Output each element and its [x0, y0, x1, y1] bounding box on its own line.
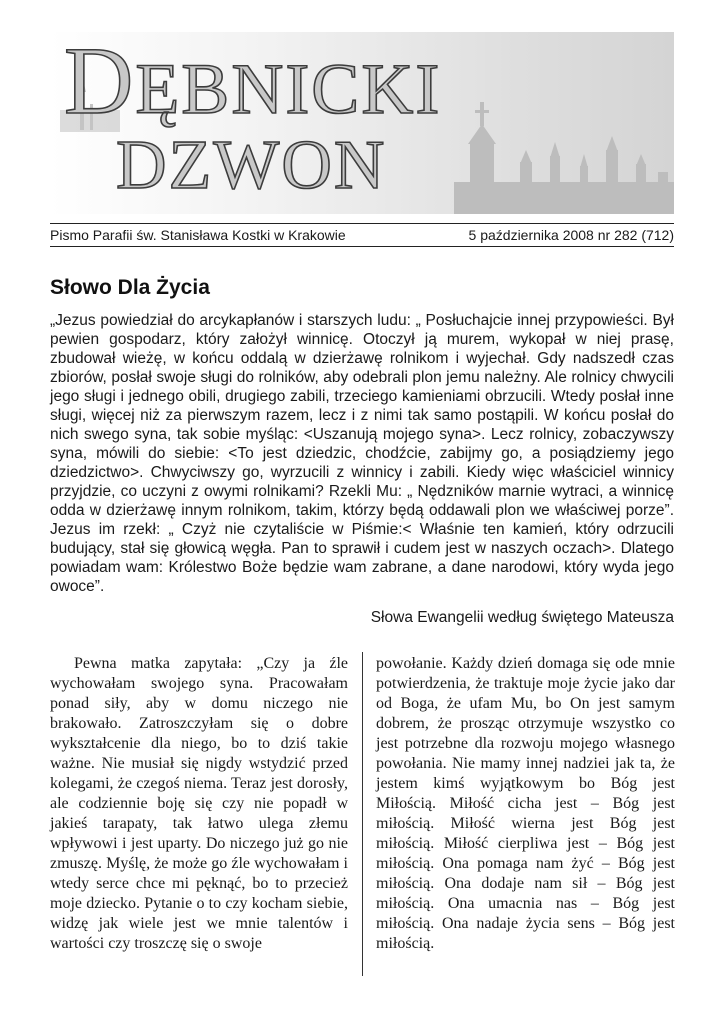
gospel-source: Słowa Ewangelii według świętego Mateusza	[370, 609, 674, 626]
masthead-title-line2: DZWON	[116, 127, 387, 204]
parish-name: Pismo Parafii św. Stanisława Kostki w Krakowie	[50, 227, 346, 243]
section-heading: Słowo Dla Życia	[50, 276, 210, 299]
issue-date-number: 5 października 2008 nr 282 (712)	[468, 227, 674, 243]
masthead-initial: D	[64, 32, 136, 134]
masthead	[50, 32, 674, 214]
issue-info-bar	[50, 223, 674, 247]
gospel-text: „Jezus powiedział do arcykapłanów i starszych ludu: „ Posłuchajcie innej przypowieści. Był pewien gospodarz, który założył winnicę. Otoczył ją murem, wykopał w niej prasę, zbudował wieżę, w końcu oddalą w dzierżawę rolnikom i wyjechał. Gdy nadszedł czas zbiorów, posłał swoje sługi do rolników, aby odebrali plon jemu należny. Ale rolnicy chwycili jego sługi i jednego obili, drugiego zabili, trzeciego kamieniami obrzucili. Wtedy posłał inne sługi, więcej niż za pierwszym razem, lecz i z nimi tak samo postąpili. W końcu posłał do nich swego syna, tak sobie myśląc: <Uszanują mojego syna>. Lecz rolnicy, zobaczywszy syna, mówili do siebie: <To jest dziedzic, chodźcie, zabijmy go, a posiądziemy jego dziedzictwo>. Chwyciwszy go, wyrzucili z winnicy i zabili. Kiedy więc właściciel winnicy przyjdzie, co uczyni z owymi rolnikami? Rzekli Mu: „ Nędzników marnie wytraci, a winnicę odda w dzierżawę innym rolnikom, takim, którzy będą oddawali plon we właściwej porze”. Jezus im rzekł: „ Czyż nie czytaliście w Piśmie:< Właśnie ten kamień, który odrzucili budujący, stał się głowicą węgła. Pan to sprawił i cudem jest w naszych oczach>. Dlatego powiadam wam: Królestwo Boże będzie wam zabrane, a dane narodowi, który wyda jego owoce”.	[50, 312, 674, 595]
column-divider	[362, 652, 363, 976]
article-column-left: Pewna matka zapytała: „Czy ja źle wychowałam swojego syna. Pracowałam ponad siły, aby w domu niczego nie brakowało. Zatroszczyłam się o dobre wykształcenie dla niego, bo to dziś takie ważne. Nie musiał się nigdy wstydzić przed kolegami, że czegoś niema. Teraz jest dorosły, ale codziennie boję się czy nie popadł w jakieś tarapaty, tak łatwo ulega złemu wpływowi i jest uparty. Do niczego już go nie zmuszę. Myślę, że może go źle wychowałam i wtedy serce chce mi pęknąć, bo to przecież moje dziecko. Pytanie o to czy kocham siebie, widzę jak wiele jest we mnie talentów i wartości czy troszczę się o swoje	[50, 655, 348, 952]
article-column-right: powołanie. Każdy dzień domaga się ode mnie potwierdzenia, że traktuje moje życie jako dar od Boga, że ufam Mu, bo On jest samym dobrem, że prosząc otrzymuje wszystko co jest potrzebne dla rozwoju mojego własnego powołania. Nie mamy innej nadziei jak ta, że jestem kimś wyjątkowym bo Bóg jest Miłością. Miłość cicha jest – Bóg jest miłością. Miłość wierna jest Bóg jest miłością. Miłość cierpliwa jest – Bóg jest miłością. Ona pomaga nam żyć – Bóg jest miłością. Ona dodaje nam sił – Bóg jest miłością. Ona umacnia nas – Bóg jest miłością. Ona nadaje życia sens – Bóg jest miłością.	[376, 655, 675, 952]
masthead-title-rest: ĘBNICKI	[135, 49, 442, 129]
